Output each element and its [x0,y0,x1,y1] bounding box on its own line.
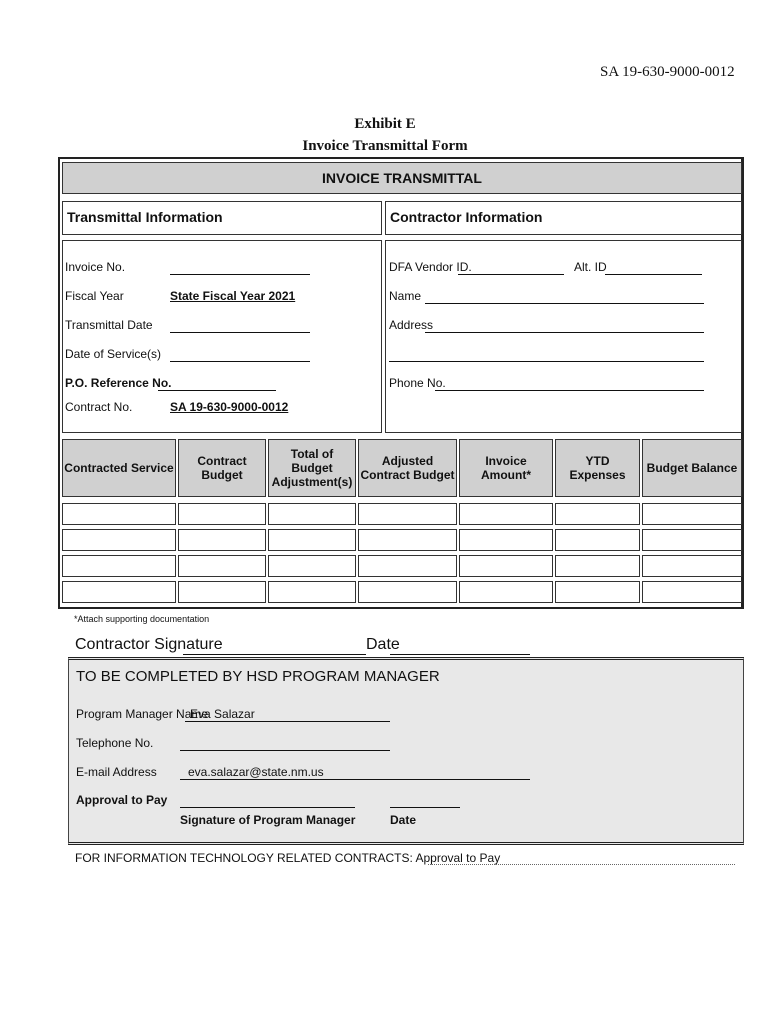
alt-id-label: Alt. ID [574,260,607,274]
table-cell[interactable] [62,529,176,551]
table-cell[interactable] [459,529,553,551]
table-cell[interactable] [62,503,176,525]
it-approval-footer: FOR INFORMATION TECHNOLOGY RELATED CONTRACTS: Approval to Pay [75,851,501,865]
fiscal-year-label: Fiscal Year [65,289,124,303]
table-cell[interactable] [358,529,457,551]
vendor-id-label: DFA Vendor ID. [389,260,472,274]
table-cell[interactable] [268,555,356,577]
telephone-label: Telephone No. [76,736,154,750]
pm-signature-label: Signature of Program Manager [180,813,356,827]
col-ytd-expenses: YTD Expenses [555,439,640,497]
table-cell[interactable] [642,529,742,551]
col-contract-budget: Contract Budget [178,439,266,497]
col-budget-adjustments: Total of Budget Adjustment(s) [268,439,356,497]
contract-no-value: SA 19-630-9000-0012 [170,400,289,414]
vendor-id-field[interactable] [458,274,564,275]
pm-name-value: Eva Salazar [190,707,255,721]
table-cell[interactable] [62,555,176,577]
table-cell[interactable] [268,581,356,603]
pm-date-field[interactable] [390,807,460,808]
table-cell[interactable] [268,503,356,525]
phone-field[interactable] [435,390,704,391]
invoice-transmittal-banner: INVOICE TRANSMITTAL [62,162,742,194]
email-line [180,779,530,780]
contract-no-label: Contract No. [65,400,133,414]
address-field[interactable] [425,332,704,333]
pm-name-line [185,721,390,722]
alt-id-field[interactable] [605,274,702,275]
transmittal-date-label: Transmittal Date [65,318,153,332]
document-number: SA 19-630-9000-0012 [600,64,735,80]
exhibit-title: Exhibit E [354,116,416,132]
contractor-signature-field[interactable] [183,654,366,655]
approval-label: Approval to Pay [76,793,168,807]
table-cell[interactable] [178,503,266,525]
date-of-service-label: Date of Service(s) [65,347,162,361]
invoice-no-label: Invoice No. [65,260,126,274]
pm-name-label: Program Manager Name [76,707,209,721]
contractor-info-header: Contractor Information [385,201,742,235]
table-cell[interactable] [555,581,640,603]
col-invoice-amount: Invoice Amount* [459,439,553,497]
pm-signature-field[interactable] [180,807,355,808]
col-contracted-service: Contracted Service [62,439,176,497]
email-label: E-mail Address [76,765,157,779]
form-title: Invoice Transmittal Form [302,138,468,154]
table-cell[interactable] [358,581,457,603]
table-cell[interactable] [178,581,266,603]
po-reference-label: P.O. Reference No. [65,376,172,390]
hsd-title: TO BE COMPLETED BY HSD PROGRAM MANAGER [76,668,440,685]
table-cell[interactable] [459,555,553,577]
col-adjusted-budget: Adjusted Contract Budget [358,439,457,497]
table-cell[interactable] [268,529,356,551]
transmittal-info-header: Transmittal Information [62,201,382,235]
fiscal-year-value: State Fiscal Year 2021 [170,289,296,303]
email-value: eva.salazar@state.nm.us [188,765,324,779]
table-cell[interactable] [358,555,457,577]
table-cell[interactable] [459,581,553,603]
table-cell[interactable] [642,555,742,577]
pm-date-label: Date [390,813,417,827]
phone-label: Phone No. [389,376,446,390]
table-cell[interactable] [642,503,742,525]
transmittal-date-field[interactable] [170,332,310,333]
table-cell[interactable] [555,529,640,551]
table-cell[interactable] [642,581,742,603]
table-cell[interactable] [62,581,176,603]
table-cell[interactable] [178,555,266,577]
table-cell[interactable] [358,503,457,525]
contractor-signature-label: Contractor Signature [75,636,223,653]
name-label: Name [389,289,422,303]
name-field[interactable] [425,303,704,304]
col-budget-balance: Budget Balance [642,439,742,497]
date-of-service-field[interactable] [170,361,310,362]
po-reference-field[interactable] [158,390,276,391]
it-approval-field[interactable] [428,864,735,865]
signature-date-field[interactable] [390,654,530,655]
table-cell[interactable] [178,529,266,551]
table-cell[interactable] [459,503,553,525]
invoice-no-field[interactable] [170,274,310,275]
address-field-line2[interactable] [389,361,704,362]
table-cell[interactable] [555,503,640,525]
attach-note: *Attach supporting documentation [74,614,210,624]
address-label: Address [389,318,434,332]
telephone-field[interactable] [180,750,390,751]
signature-date-label: Date [366,636,400,653]
table-cell[interactable] [555,555,640,577]
